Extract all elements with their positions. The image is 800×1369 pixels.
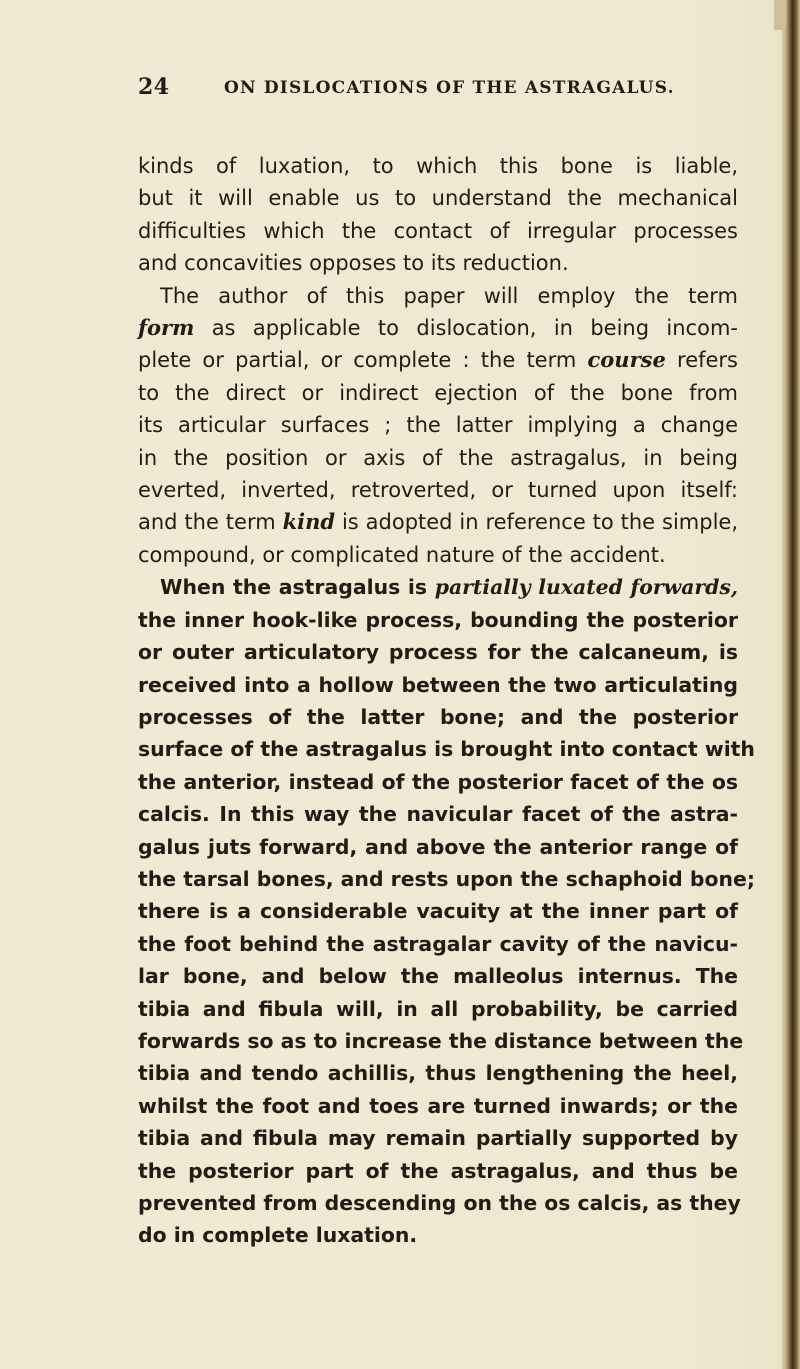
text-line (138, 604, 738, 636)
text-line (138, 928, 738, 960)
text-line (138, 442, 738, 474)
text-run: there is a considerable vacuity at the inner part of (138, 899, 738, 924)
text-line (138, 1122, 738, 1154)
text-line (138, 798, 738, 830)
text-run: do in complete luxation. (138, 1223, 418, 1248)
text-run: plete or partial, or complete : the term (138, 348, 588, 373)
text-run: is adopted in reference to the simple, (335, 510, 738, 535)
text-run: compound, or complicated nature of the accident. (138, 542, 666, 567)
page-edge-notch (774, 0, 786, 30)
text-line (138, 1187, 741, 1219)
text-run: difficulties which the contact of irregular processes (138, 218, 738, 243)
text-run: calcis. In this way the navicular facet of the astra- (138, 802, 738, 827)
page-number: 24 (138, 74, 170, 100)
text-run: the inner hook-like process, bounding the posterior (138, 607, 738, 632)
text-run: and the term (138, 510, 283, 535)
text-run: in the position or axis of the astragalus, in being (138, 445, 738, 470)
text-run: the anterior, instead of the posterior facet of the os (138, 769, 738, 794)
text-line (138, 669, 738, 701)
text-run: whilst the foot and toes are turned inwards; or the (138, 1093, 738, 1118)
text-run: tibia and tendo achillis, thus lengthening the heel, (138, 1061, 738, 1086)
text-line (138, 895, 738, 927)
text-run: surface of the astragalus is brought into contact with (138, 737, 755, 762)
text-run: and concavities opposes to its reduction. (138, 251, 569, 276)
italic-term: form (138, 315, 195, 341)
italic-term: course (587, 347, 666, 373)
text-run: refers (665, 348, 738, 373)
italic-term: partially luxated forwards, (434, 575, 738, 600)
text-run: kinds of luxation, to which this bone is liable, (138, 154, 738, 178)
text-run: but it will enable us to understand the mechanical (138, 186, 738, 211)
text-run: The author of this paper will employ the term (160, 283, 738, 308)
text-line (138, 701, 738, 733)
text-run: to the direct or indirect ejection of the bone from (138, 380, 738, 405)
text-line (138, 1090, 738, 1122)
text-line (138, 960, 738, 992)
text-run: lar bone, and below the malleolus internus. The (138, 964, 738, 989)
text-run: everted, inverted, retroverted, or turned upon itself: (138, 478, 738, 503)
text-run: tibia and fibula may remain partially supported by (138, 1126, 738, 1151)
page-header (138, 74, 738, 114)
text-run: When the astragalus is (160, 575, 435, 600)
running-head: ON DISLOCATIONS OF THE ASTRAGALUS. (224, 78, 675, 98)
text-line (138, 636, 738, 668)
italic-term: kind (282, 509, 336, 535)
text-run: prevented from descending on the os calcis, as they (138, 1191, 741, 1215)
text-run: forwards so as to increase the distance between the (138, 1028, 744, 1053)
text-run: processes of the latter bone; and the posterior (138, 704, 738, 729)
text-line (138, 1155, 738, 1187)
text-line (138, 571, 738, 603)
text-line (138, 247, 738, 279)
text-line (138, 280, 738, 312)
text-run: the posterior part of the astragalus, and thus be (138, 1158, 738, 1183)
text-line (138, 409, 738, 441)
text-run: as applicable to dislocation, in being incom- (194, 316, 738, 341)
text-line (138, 1057, 738, 1089)
text-line (138, 831, 738, 863)
text-line (138, 344, 738, 376)
text-line (138, 377, 738, 409)
text-run: galus juts forward, and above the anterior range of (138, 834, 738, 859)
text-line (138, 1025, 744, 1057)
text-line (138, 539, 738, 571)
text-run: the tarsal bones, and rests upon the schaphoid bone; (138, 866, 755, 891)
text-line (138, 312, 738, 344)
body-text (138, 150, 755, 1252)
book-binding-edge (782, 0, 800, 1369)
text-line (138, 182, 738, 214)
text-line (138, 474, 738, 506)
text-line (138, 766, 738, 798)
text-run: its articular surfaces ; the latter implying a change (138, 413, 738, 438)
text-line (138, 993, 738, 1025)
text-run: received into a hollow between the two articulating (138, 672, 738, 697)
text-line (138, 150, 738, 182)
text-line (138, 215, 738, 247)
text-line (138, 863, 755, 895)
text-run: the foot behind the astragalar cavity of the navicu- (138, 931, 738, 956)
text-run: or outer articulatory process for the calcaneum, is (138, 640, 738, 665)
text-run: tibia and fibula will, in all probability, be carried (138, 996, 738, 1021)
text-line (138, 733, 755, 765)
text-line (138, 1219, 738, 1251)
text-line (138, 506, 738, 538)
